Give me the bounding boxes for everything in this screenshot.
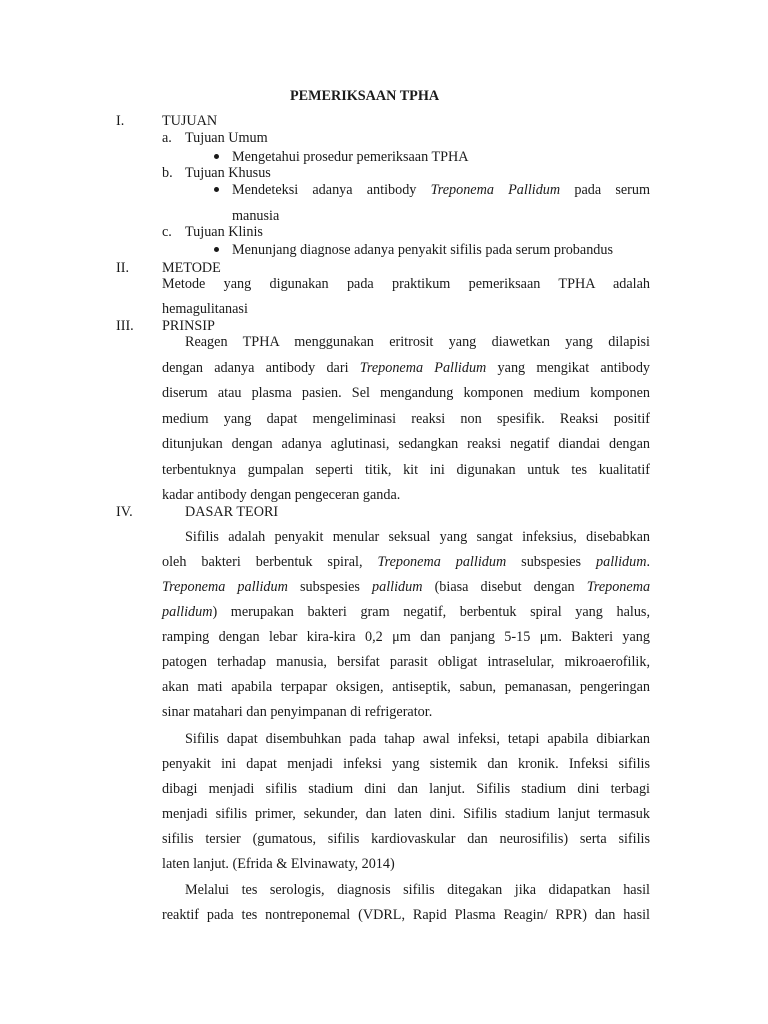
prinsip-line-4: medium yang dapat mengeliminasi reaksi non spesifik. Reaksi positif [162, 411, 650, 427]
teori-p2-line-1: Sifilis dapat disembuhkan pada tahap awal infeksi, tetapi apabila dibiarkan [185, 731, 650, 747]
bullet-icon [214, 154, 219, 159]
teori-p1-line-7: akan mati apabila terpapar oksigen, antiseptik, sabun, pemanasan, pengeringan [162, 679, 650, 695]
subitem-tujuan-umum: Tujuan Umum [185, 130, 268, 146]
subitem-letter-c: c. [162, 224, 172, 240]
teori-p1-line-5: ramping dengan lebar kira-kira 0,2 μm dan panjang 5-15 μm. Bakteri yang [162, 629, 650, 645]
section-heading-dasar-teori: DASAR TEORI [185, 504, 279, 520]
teori-p1-line-4: pallidum) merupakan bakteri gram negatif, berbentuk spiral yang halus, [162, 604, 650, 620]
teori-p2-line-5: sifilis tersier (gumatous, sifilis kardiovaskular dan neurosifilis) serta sifilis [162, 831, 650, 847]
teori-p2-line-3: dibagi menjadi sifilis stadium dini dan lanjut. Sifilis stadium dini terbagi [162, 781, 650, 797]
teori-p2-line-4: menjadi sifilis primer, sekunder, dan laten dini. Sifilis stadium lanjut termasuk [162, 806, 650, 822]
bullet-text-klinis: Menunjang diagnose adanya penyakit sifilis pada serum probandus [232, 242, 613, 258]
metode-line-2: hemagulitanasi [162, 301, 248, 317]
prinsip-line-7: kadar antibody dengan pengeceran ganda. [162, 487, 401, 503]
teori-p1-line-2: oleh bakteri berbentuk spiral, Treponema pallidum subspesies pallidum. [162, 554, 651, 570]
prinsip-line-2: dengan adanya antibody dari Treponema Pallidum yang mengikat antibody [162, 360, 651, 376]
teori-p1-line-8: sinar matahari dan penyimpanan di refrigerator. [162, 704, 433, 720]
section-heading-prinsip: PRINSIP [162, 318, 215, 334]
bullet-text-khusus-cont: manusia [232, 208, 280, 224]
subitem-tujuan-khusus: Tujuan Khusus [185, 165, 271, 181]
section-numeral-2: II. [116, 260, 129, 276]
teori-p1-line-3: Treponema pallidum subspesies pallidum (biasa disebut dengan Treponema [162, 579, 651, 595]
prinsip-line-6: terbentuknya gumpalan seperti titik, kit ini digunakan untuk tes kualitatif [162, 462, 650, 478]
subitem-tujuan-klinis: Tujuan Klinis [185, 224, 263, 240]
teori-p2-line-2: penyakit ini dapat menjadi infeksi yang sistemik dan kronik. Infeksi sifilis [162, 756, 650, 772]
bullet-text-khusus: Mendeteksi adanya antibody Treponema Pallidum pada serum [232, 182, 650, 198]
section-numeral-4: IV. [116, 504, 133, 520]
subitem-letter-b: b. [162, 165, 173, 181]
bullet-icon [214, 247, 219, 252]
teori-p1-line-1: Sifilis adalah penyakit menular seksual yang sangat infeksius, disebabkan [185, 529, 650, 545]
metode-line-1: Metode yang digunakan pada praktikum pemeriksaan TPHA adalah [162, 276, 650, 292]
document-title: PEMERIKSAAN TPHA [290, 88, 440, 104]
bullet-icon [214, 187, 219, 192]
teori-p3-line-1: Melalui tes serologis, diagnosis sifilis ditegakan jika didapatkan hasil [185, 882, 650, 898]
section-numeral-3: III. [116, 318, 134, 334]
prinsip-line-3: diserum atau plasma pasien. Sel mengandung komponen medium komponen [162, 385, 650, 401]
subitem-letter-a: a. [162, 130, 172, 146]
section-heading-tujuan: TUJUAN [162, 113, 218, 129]
prinsip-line-5: ditunjukan dengan adanya aglutinasi, sedangkan reaksi negatif diandai dengan [162, 436, 650, 452]
section-numeral-1: I. [116, 113, 125, 129]
prinsip-line-1: Reagen TPHA menggunakan eritrosit yang diawetkan yang dilapisi [185, 334, 650, 350]
bullet-text-umum: Mengetahui prosedur pemeriksaan TPHA [232, 149, 469, 165]
teori-p1-line-6: patogen terhadap manusia, bersifat parasit obligat intraselular, mikroaerofilik, [162, 654, 650, 670]
teori-p2-line-6: laten lanjut. (Efrida & Elvinawaty, 2014) [162, 856, 395, 872]
teori-p3-line-2: reaktif pada tes nontreponemal (VDRL, Rapid Plasma Reagin/ RPR) dan hasil [162, 907, 650, 923]
section-heading-metode: METODE [162, 260, 221, 276]
